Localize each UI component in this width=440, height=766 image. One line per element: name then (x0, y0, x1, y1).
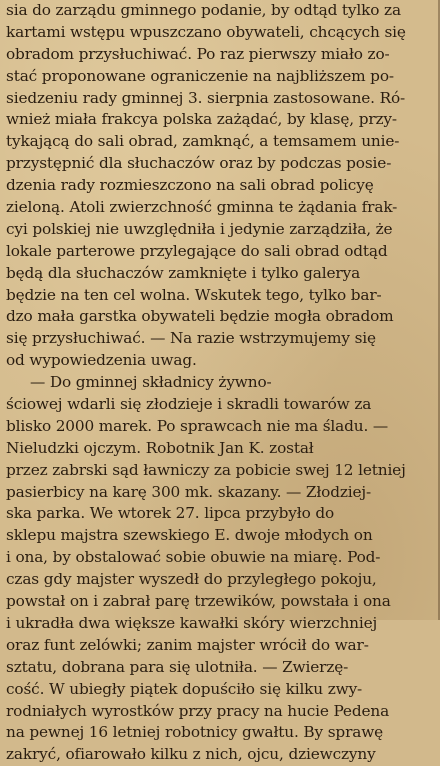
text-line: przystępnić dla słuchaczów oraz by podczas posie- (6, 154, 392, 173)
text-line: się przysłuchiwać. — Na razie wstrzymujemy się (6, 329, 376, 348)
text-line: ściowej wdarli się złodzieje i skradli towarów za (6, 395, 372, 414)
text-line: tykającą do sali obrad, zamknąć, a temsamem unie- (6, 132, 400, 151)
text-line: pasierbicy na karę 300 mk. skazany. — Złodziej- (6, 482, 372, 501)
text-line: dzenia rady rozmieszczono na sali obrad policyę (6, 176, 374, 195)
text-line: od wypowiedzenia uwag. (6, 351, 197, 370)
text-line: będzie na ten cel wolna. Wskutek tego, tylko bar- (6, 285, 382, 304)
text-line: będą dla słuchaczów zamknięte i tylko galerya (6, 263, 361, 282)
text-line: oraz funt zelówki; zanim majster wrócił do war- (6, 635, 369, 654)
text-line: sklepu majstra szewskiego E. dwoje młodych on (6, 526, 373, 545)
section-heading-line: — Do gminnej składnicy żywno- (30, 373, 272, 392)
text-line: Nieludzki ojczym. Robotnik Jan K. został (6, 438, 314, 457)
text-line: sia do zarządu gminnego podanie, by odtąd tylko za (6, 1, 401, 19)
text-line: zakryć, ofiarowało kilku z nich, ojcu, dziewczyny (6, 745, 376, 764)
text-line: kartami wstępu wpuszczano obywateli, chcących się (6, 22, 406, 41)
text-line: lokale parterowe przylegające do sali obrad odtąd (6, 241, 388, 260)
text-line: dzo mała garstka obywateli będzie mogła obradom (6, 307, 394, 326)
text-line: stać proponowane ograniczenie na najbliższem po- (6, 66, 394, 85)
text-line: sztatu, dobrana para się ulotniła. — Zwierzę- (6, 657, 349, 676)
text-line: i ona, by obstalować sobie obuwie na miarę. Pod- (6, 548, 381, 567)
text-line: rodniałych wyrostków przy pracy na hucie Pedena (6, 701, 390, 720)
text-line: cyi polskiej nie uwzględniła i jedynie zarządziła, że (6, 219, 393, 238)
text-line: blisko 2000 marek. Po sprawcach nie ma śladu. — (6, 416, 389, 435)
text-line: powstał on i zabrał parę trzewików, powstała i ona (6, 592, 391, 611)
text-line: i ukradła dwa większe kawałki skóry wierzchniej (6, 613, 378, 632)
text-line: przez zabrski sąd ławniczy za pobicie swej 12 letniej (6, 460, 406, 479)
text-line: zieloną. Atoli zwierzchność gminna te żądania frak- (6, 198, 398, 217)
text-line: siedzeniu rady gminnej 3. sierpnia zastosowane. Ró- (6, 88, 406, 107)
text-line: ska parka. We wtorek 27. lipca przybyło do (6, 504, 335, 523)
text-line: wnież miała frakcya polska zażądać, by klasę, przy- (6, 110, 397, 129)
text-line: na pewnej 16 letniej robotnicy gwałtu. By sprawę (6, 723, 384, 742)
text-line: czas gdy majster wyszedł do przyległego pokoju, (6, 570, 377, 589)
text-line: obradom przysłuchiwać. Po raz pierwszy miało zo- (6, 44, 390, 63)
text-line: cość. W ubiegły piątek dopuściło się kilku zwy- (6, 679, 363, 698)
